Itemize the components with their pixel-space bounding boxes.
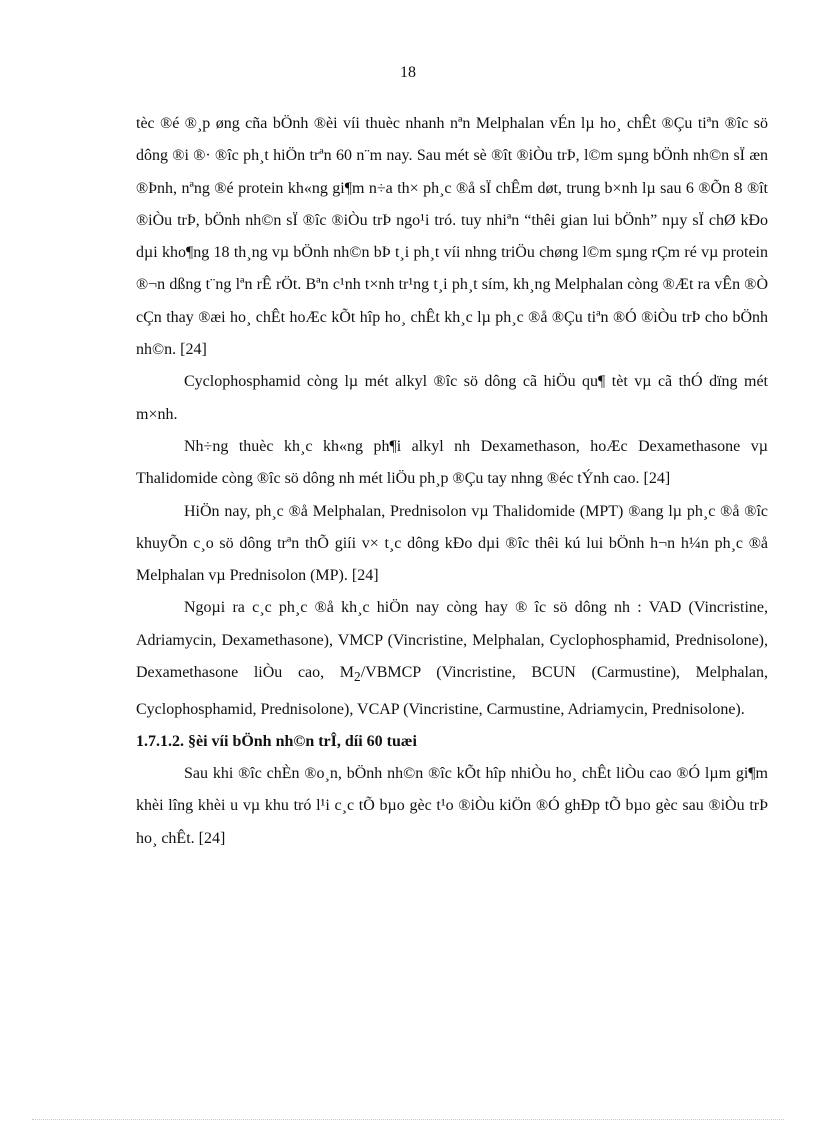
page-number: 18 (400, 64, 416, 81)
paragraph-2: Cyclophosphamid còng lµ mét alkyl ®îc sö dông cã hiÖu qu¶ tèt vµ cã thÓ dïng mét m×nh. (136, 373, 768, 423)
paragraph-5-part-2: /VBMCP (Vincristine, BCUN (Carmustine), Melphalan, Cyclophosphamid, Prednisolone), VCAP (Vincristine, Carmustine, Adriamycin, Prednisolone). (136, 664, 768, 718)
subscript: 2 (354, 669, 361, 685)
page-bottom-rule (32, 1119, 784, 1120)
paragraph-5-part-1: Ngoµi ra c¸c ph¸c ®å kh¸c hiÖn nay còng hay ® îc sö dông nh : VAD (Vincristine, Adriamycin, Dexamethasone), VMCP (Vincristine, Melphalan, Cyclophosphamid, Prednisolone), Dexamethasone liÒu cao, M (136, 599, 768, 682)
document-body (136, 108, 768, 855)
section-heading: 1.7.1.2. §èi víi bÖnh nh©n trÎ, díi 60 tuæi (136, 732, 417, 750)
paragraph-1: tèc ®é ®¸p øng cña bÖnh ®èi víi thuèc nhanh nªn Melphalan vÉn lµ ho¸ chÊt ®Çu tiªn ®îc sö dông ®i ®· ®îc ph¸t hiÖn trªn 60 n¨m nay. Sau mét sè ®ît ®iÒu trÞ, l©m sµng bÖnh nh©n sÏ æn ®Þnh, nªng ®é protein kh«ng gi¶m n÷a th× ph¸c ®å sÏ chÊm døt, trung b×nh lµ sau 6 ®Õn 8 ®ît ®iÒu trÞ, bÖnh nh©n sÏ ®îc ®iÒu trÞ ngo¹i tró. tuy nhiªn “thêi gian lui bÖnh” nµy sÏ chØ kÐo dµi kho¶ng 18 th¸ng vµ bÖnh nh©n bÞ t¸i ph¸t víi nhng triÖu chøng l©m sµng rÇm ré vµ protein ®¬n dßng t¨ng lªn rÊ rÖt. Bªn c¹nh t×nh tr¹ng t¸i ph¸t sím, kh¸ng Melphalan còng ®Æt ra vÊn ®Ò cÇn thay ®æi ho¸ chÊt hoÆc kÕt hîp ho¸ chÊt kh¸c lµ ph¸c ®å ®Çu tiªn ®Ó ®iÒu trÞ cho bÖnh nh©n. [24] (136, 115, 768, 359)
paragraph-3: Nh÷ng thuèc kh¸c kh«ng ph¶i alkyl nh Dexamethason, hoÆc Dexamethasone vµ Thalidomide còng ®îc sö dông nh mét liÖu ph¸p ®Çu tay nhng ®éc tÝnh cao. [24] (136, 437, 768, 488)
paragraph-5 (136, 592, 768, 725)
paragraph-4: HiÖn nay, ph¸c ®å Melphalan, Prednisolon vµ Thalidomide (MPT) ®ang lµ ph¸c ®å ®îc khuyÕn c¸o sö dông trªn thÕ giíi v× t¸c dông kÐo dµi ®îc thêi kú lui bÖnh h¬n h¼n ph¸c ®å Melphalan vµ Prednisolon (MP). [24] (136, 502, 768, 585)
paragraph-6: Sau khi ®îc chÈn ®o¸n, bÖnh nh©n ®îc kÕt hîp nhiÒu ho¸ chÊt liÒu cao ®Ó lµm gi¶m khèi lîng khèi u vµ khu tró l¹i c¸c tÕ bµo gèc t¹o ®iÒu kiÖn ®Ó ghÐp tÕ bµo gèc sau ®iÒu trÞ ho¸ chÊt. [24] (136, 765, 768, 847)
